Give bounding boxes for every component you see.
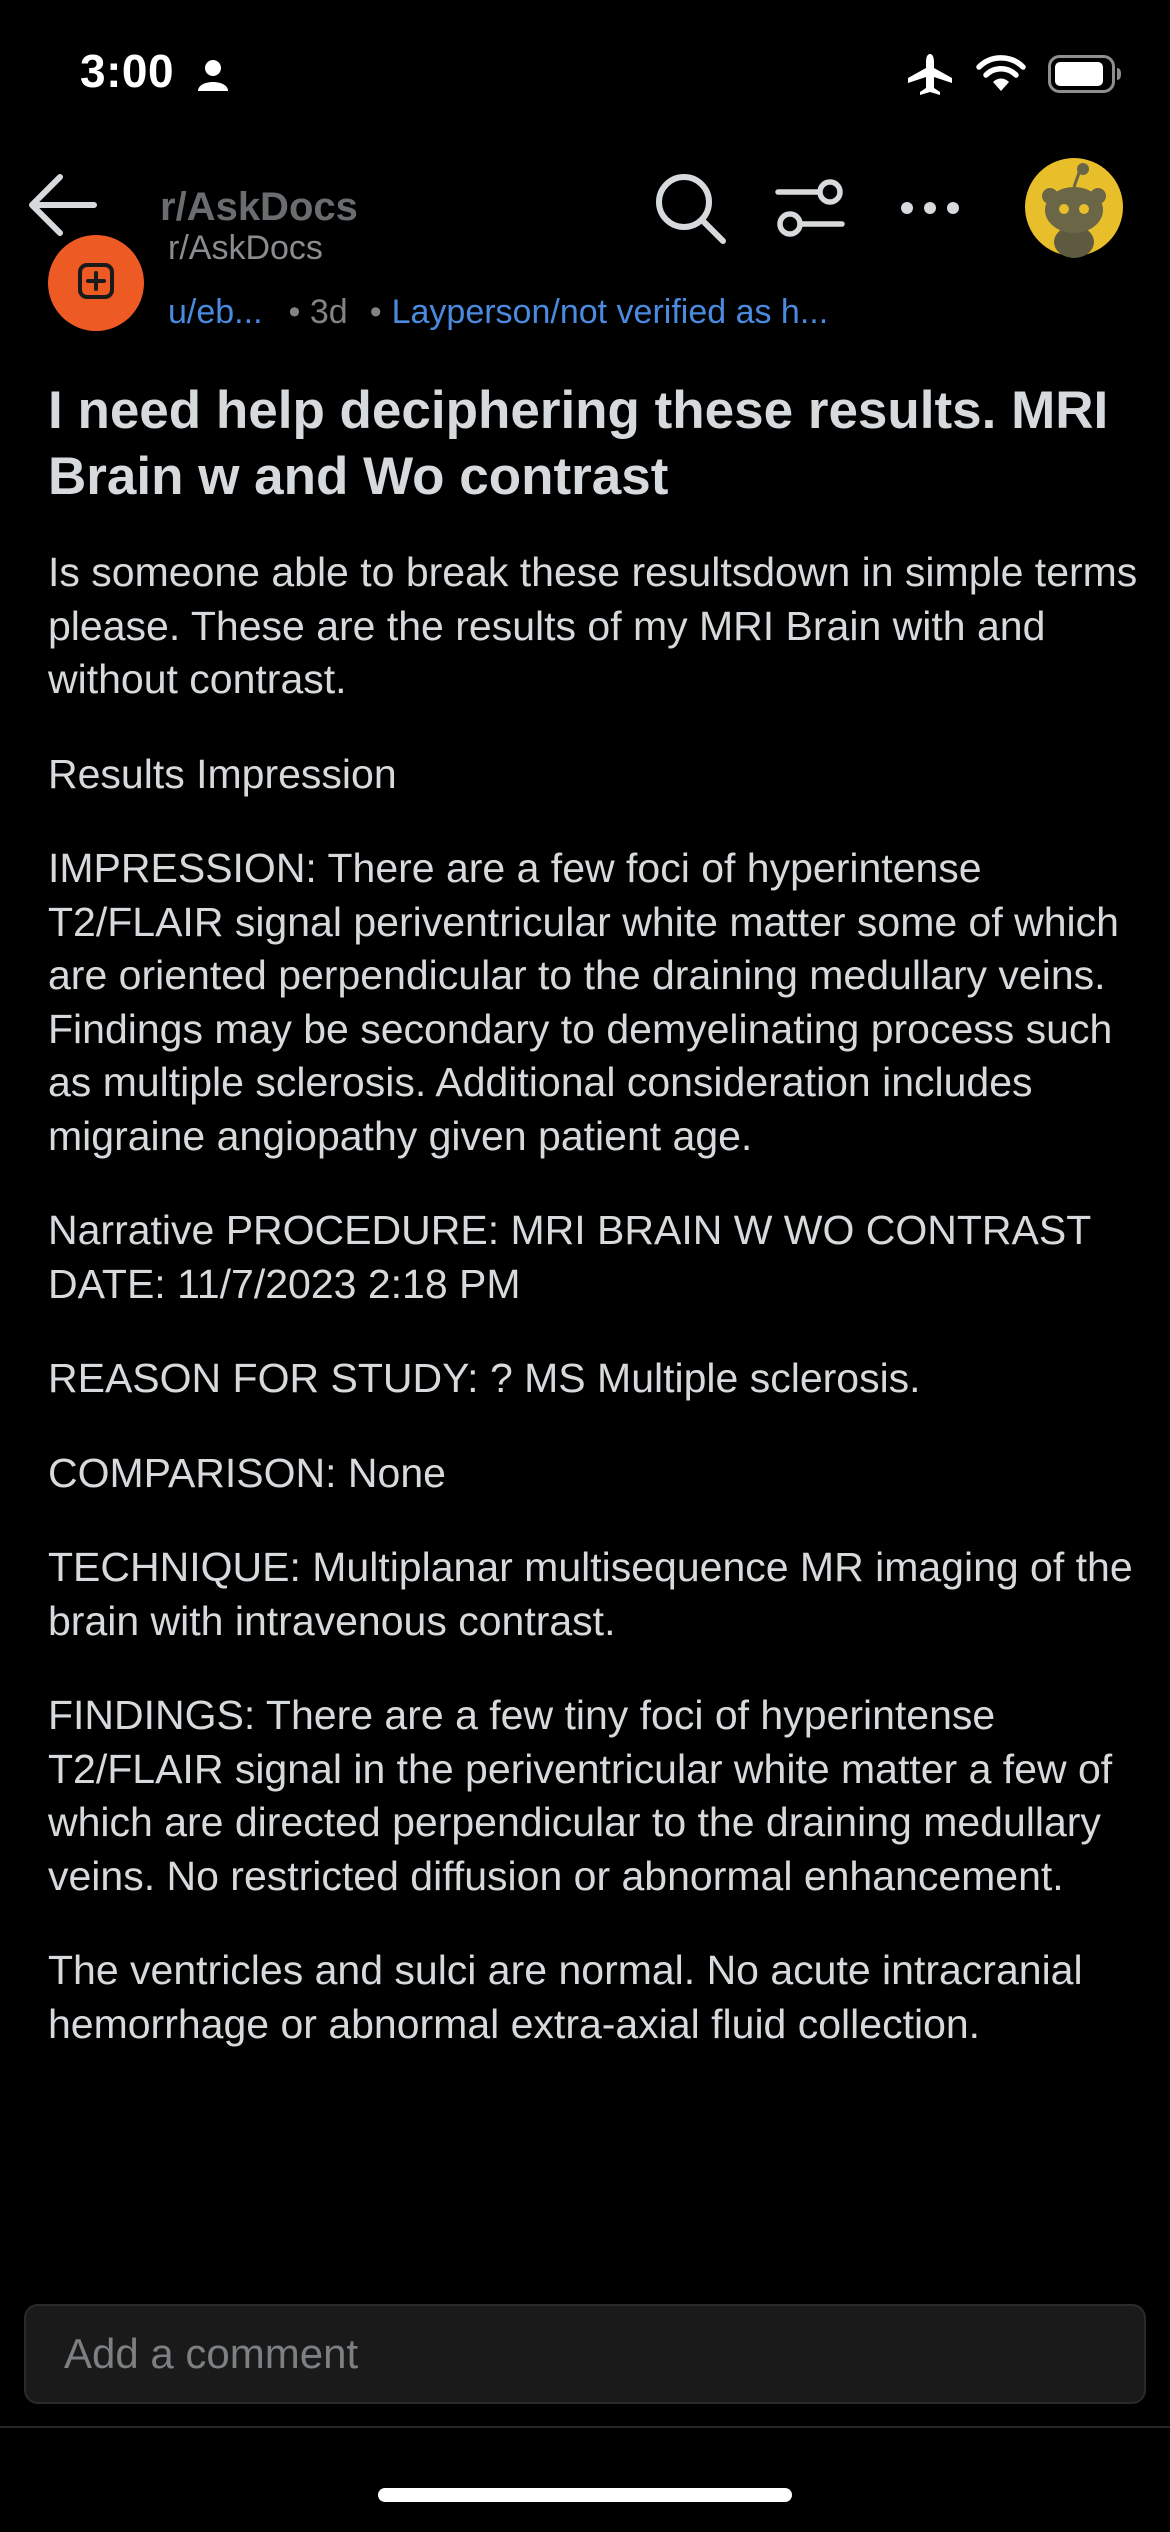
back-button[interactable] <box>22 172 102 242</box>
post-paragraph: Results Impression <box>48 750 397 797</box>
post-subreddit[interactable]: r/AskDocs <box>168 229 323 267</box>
home-indicator[interactable] <box>378 2488 792 2502</box>
comment-input[interactable] <box>26 2306 1144 2402</box>
post-body <box>48 546 1138 2092</box>
post-meta <box>0 229 1170 345</box>
subreddit-icon <box>76 261 116 306</box>
comment-bar <box>24 2304 1146 2404</box>
battery-icon <box>1048 55 1122 98</box>
meta-separator: • <box>369 293 382 331</box>
person-icon <box>196 58 230 97</box>
more-icon <box>899 200 961 221</box>
bottom-divider <box>0 2426 1170 2428</box>
post-paragraph: Narrative PROCEDURE: MRI BRAIN W WO CONTRAST DATE: 11/7/2023 2:18 PM <box>48 1207 1091 1307</box>
airplane-icon <box>906 52 954 101</box>
post-age: • 3d <box>288 293 348 331</box>
nav-subreddit-title[interactable]: r/AskDocs <box>160 185 358 229</box>
status-bar <box>0 0 1170 150</box>
post-paragraph: TECHNIQUE: Multiplanar multisequence MR imaging of the brain with intravenous contrast. <box>48 1544 1133 1644</box>
status-time: 3:00 <box>80 45 175 97</box>
post-paragraph: Is someone able to break these resultsdown in simple terms please. These are the results of my MRI Brain with and without contrast. <box>48 549 1138 702</box>
post-flair[interactable]: Layperson/not verified as h... <box>391 293 829 331</box>
post-paragraph: REASON FOR STUDY: ? MS Multiple sclerosis. <box>48 1355 921 1401</box>
search-icon <box>653 171 727 250</box>
status-icons <box>906 52 1122 101</box>
filter-icon <box>774 176 846 245</box>
post-paragraph: IMPRESSION: There are a few foci of hyperintense T2/FLAIR signal periventricular white matter some of which are oriented perpendicular to the draining medullary veins. Findings may be secondary to demyelinating process such as multiple sclerosis. Additional consideration includes migraine angiopathy given patient age. <box>48 845 1119 1159</box>
post-title: I need help deciphering these results. MRI Brain w and Wo contrast <box>48 381 1109 506</box>
search-button[interactable] <box>650 170 730 250</box>
post-paragraph: COMPARISON: None <box>48 1449 446 1496</box>
more-options-button[interactable] <box>890 170 970 250</box>
sort-filter-button[interactable] <box>770 170 850 250</box>
back-arrow-icon <box>26 173 98 242</box>
post-paragraph: FINDINGS: There are a few tiny foci of hyperintense T2/FLAIR signal in the periventricular white matter a few of which are directed perpendicular to the draining medullary veins. No restricted diffusion or abnormal enhancement. <box>48 1692 1113 1899</box>
user-avatar[interactable] <box>1025 158 1123 256</box>
post-author[interactable]: u/eb... <box>168 293 263 331</box>
post-paragraph: The ventricles and sulci are normal. No acute intracranial hemorrhage or abnormal extra-axial fluid collection. <box>48 1947 1083 2047</box>
wifi-icon <box>976 55 1026 98</box>
subreddit-icon-button[interactable] <box>48 235 144 331</box>
post-byline <box>168 293 828 332</box>
